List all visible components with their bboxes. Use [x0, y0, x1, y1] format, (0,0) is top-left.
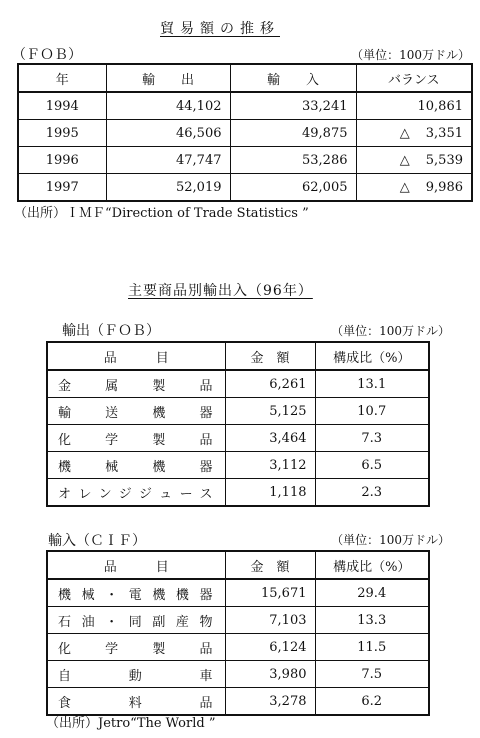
imports-cell: 53,286: [230, 147, 356, 174]
share-cell: 13.3: [315, 607, 429, 634]
balance-value: 10,861: [417, 98, 463, 114]
col-balance: バランス: [356, 64, 472, 92]
exports-cell: 52,019: [106, 174, 230, 202]
amount-cell: 1,118: [225, 479, 315, 507]
table-row: [18, 92, 472, 120]
table-row: [47, 398, 429, 425]
exports-label: 輸出（ＦＯＢ）: [62, 323, 160, 339]
item-cell: 石油・同副産物: [47, 607, 225, 634]
col-share: 構成比（%）: [315, 342, 429, 370]
exports-header-row: [47, 342, 429, 370]
share-cell: 13.1: [315, 370, 429, 398]
item-cell: 輸送機器: [47, 398, 225, 425]
item-cell: 機械・電機機器: [47, 579, 225, 607]
table-row: [47, 452, 429, 479]
item-cell: 化学製品: [47, 425, 225, 452]
imports-label: 輸入（ＣＩＦ）: [48, 533, 146, 549]
year-cell: 1995: [18, 120, 106, 147]
exports-unit: （単位：100万ドル）: [331, 324, 450, 338]
table-row: [18, 120, 472, 147]
deficit-mark: △: [399, 152, 410, 168]
year-cell: 1996: [18, 147, 106, 174]
commodities-source: （出所）Jetro“The World ”: [46, 716, 216, 731]
imports-cell: 62,005: [230, 174, 356, 202]
imports-header-row: [47, 551, 429, 579]
share-cell: 7.3: [315, 425, 429, 452]
exports-cell: 47,747: [106, 147, 230, 174]
amount-cell: 5,125: [225, 398, 315, 425]
trade-title: 貿易額の推移: [160, 21, 280, 37]
balance-cell: [356, 147, 472, 174]
share-cell: 2.3: [315, 479, 429, 507]
share-cell: 6.5: [315, 452, 429, 479]
table-row: [47, 634, 429, 661]
item-cell: オレンジジュース: [47, 479, 225, 507]
col-imports: 輸 入: [230, 64, 356, 92]
share-cell: 6.2: [315, 688, 429, 716]
col-item: 品 目: [47, 551, 225, 579]
table-row: [47, 425, 429, 452]
amount-cell: 3,980: [225, 661, 315, 688]
item-cell: 化学製品: [47, 634, 225, 661]
exports-cell: 44,102: [106, 92, 230, 120]
imports-table: [46, 550, 430, 716]
trade-source: （出所）ＩＭＦ“Direction of Trade Statistics ”: [14, 206, 309, 221]
imports-cell: 33,241: [230, 92, 356, 120]
amount-cell: 3,464: [225, 425, 315, 452]
share-cell: 29.4: [315, 579, 429, 607]
table-row: [47, 370, 429, 398]
col-amount: 金 額: [225, 551, 315, 579]
amount-cell: 6,261: [225, 370, 315, 398]
share-cell: 11.5: [315, 634, 429, 661]
table-row: [18, 147, 472, 174]
amount-cell: 3,278: [225, 688, 315, 716]
col-item: 品 目: [47, 342, 225, 370]
table-row: [47, 661, 429, 688]
amount-cell: 15,671: [225, 579, 315, 607]
amount-cell: 6,124: [225, 634, 315, 661]
balance-cell: [356, 174, 472, 202]
item-cell: 機械機器: [47, 452, 225, 479]
item-cell: 自動車: [47, 661, 225, 688]
deficit-mark: △: [399, 179, 410, 195]
imports-unit: （単位：100万ドル）: [331, 533, 450, 547]
col-share: 構成比（%）: [315, 551, 429, 579]
col-amount: 金 額: [225, 342, 315, 370]
year-cell: 1994: [18, 92, 106, 120]
table-row: [47, 579, 429, 607]
exports-cell: 46,506: [106, 120, 230, 147]
trade-table: [17, 63, 473, 202]
item-cell: 金属製品: [47, 370, 225, 398]
table-row: [47, 479, 429, 507]
balance-value: 9,986: [425, 179, 463, 195]
trade-unit: （単位：100万ドル）: [351, 48, 470, 62]
commodities-title: 主要商品別輸出入（96年）: [128, 283, 313, 299]
balance-value: 5,539: [425, 152, 463, 168]
imports-cell: 49,875: [230, 120, 356, 147]
share-cell: 10.7: [315, 398, 429, 425]
col-year: 年: [18, 64, 106, 92]
year-cell: 1997: [18, 174, 106, 202]
share-cell: 7.5: [315, 661, 429, 688]
balance-cell: [356, 92, 472, 120]
deficit-mark: △: [399, 125, 410, 141]
table-row: [47, 607, 429, 634]
col-exports: 輸 出: [106, 64, 230, 92]
table-row: [47, 688, 429, 716]
balance-value: 3,351: [425, 125, 463, 141]
item-cell: 食料品: [47, 688, 225, 716]
amount-cell: 7,103: [225, 607, 315, 634]
balance-cell: [356, 120, 472, 147]
trade-basis: （ＦＯＢ）: [12, 47, 82, 63]
amount-cell: 3,112: [225, 452, 315, 479]
table-row: [18, 174, 472, 202]
trade-header-row: [18, 64, 472, 92]
exports-table: [46, 341, 430, 507]
